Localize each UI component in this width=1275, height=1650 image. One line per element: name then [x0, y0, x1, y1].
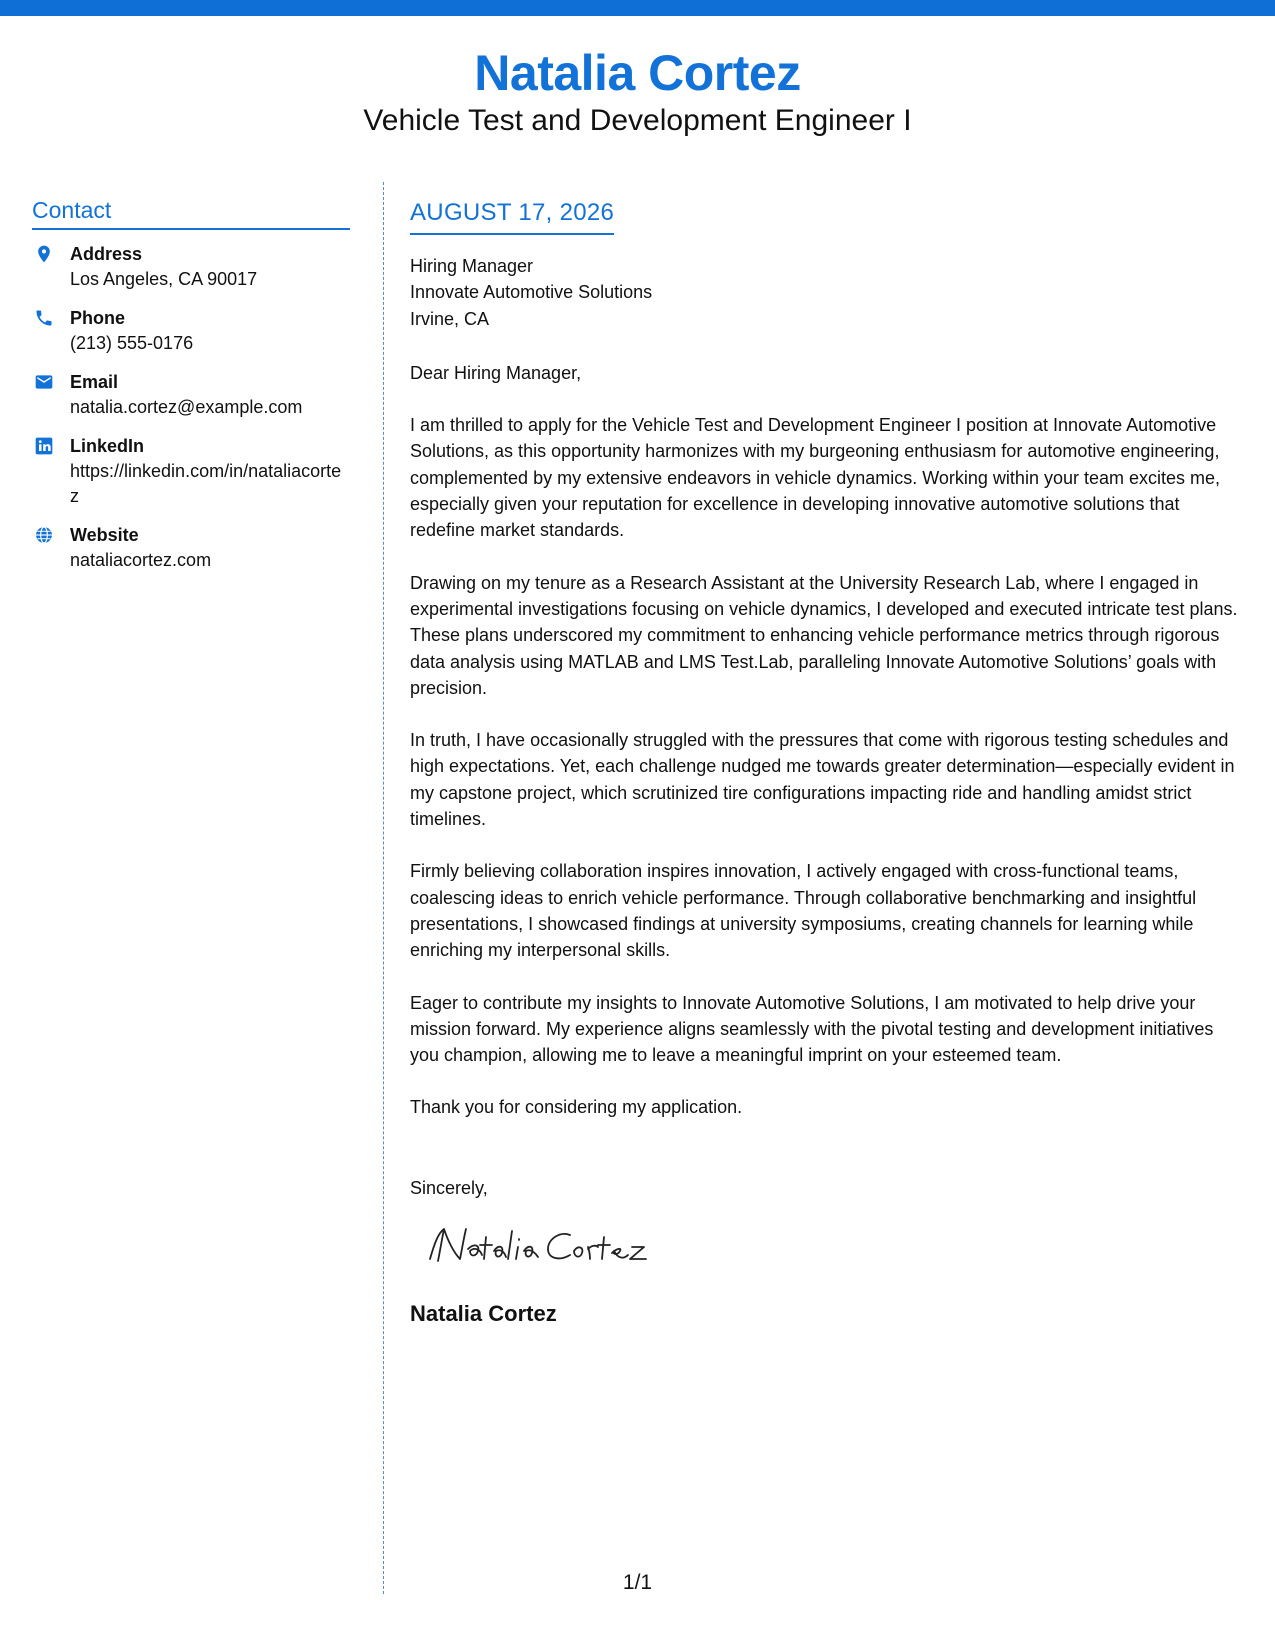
location-pin-icon — [34, 244, 54, 264]
phone-icon — [34, 308, 54, 328]
body-paragraph: I am thrilled to apply for the Vehicle Test and Development Engineer I position at Innovate Automotive Solutions, as this opportunity harmonizes with my burgeoning enthusiasm for automotive engineering, complemented by my extensive endeavors in vehicle dynamics. Working within your team excites me, especially given your reputation for excellence in developing innovative automotive solutions that redefine market standards. — [410, 415, 1221, 541]
closing: Sincerely, — [410, 1177, 488, 1198]
envelope-icon — [34, 372, 54, 392]
contact-label: LinkedIn — [70, 436, 145, 456]
letter-header — [0, 40, 1275, 138]
body-paragraph: In truth, I have occasionally struggled with the pressures that come with rigorous testing schedules and high expectations. Yet, each challenge nudged me towards greater determination—especially evident in my capstone project, which scrutinized tire configurations impacting ride and handling amidst strict timelines. — [410, 730, 1235, 830]
body-paragraph: Eager to contribute my insights to Innovate Automotive Solutions, I am motivated to help drive your mission forward. My experience aligns seamlessly with the pivotal testing and development initiatives you champion, allowing me to leave a meaningful imprint on your esteemed team. — [410, 992, 1214, 1066]
recipient-line: Innovate Automotive Solutions — [410, 282, 653, 303]
job-title: Vehicle Test and Development Engineer I — [363, 104, 912, 137]
website-link[interactable]: nataliacortez.com — [70, 550, 212, 570]
phone-value[interactable]: (213) 555-0176 — [70, 333, 194, 353]
globe-icon — [34, 525, 54, 545]
thank-you-line: Thank you for considering my application. — [410, 1097, 743, 1118]
column-divider — [383, 182, 384, 1594]
body-paragraph: Drawing on my tenure as a Research Assistant at the University Research Lab, where I engaged in experimental investigations focusing on vehicle dynamics, I developed and executed intricate test plans. These plans underscored my commitment to enhancing vehicle performance metrics through rigorous data analysis using MATLAB and LMS Test.Lab, paralleling Innovate Automotive Solutions’ goals with precision. — [410, 572, 1238, 698]
letter-date: AUGUST 17, 2026 — [410, 197, 614, 235]
linkedin-link[interactable]: https://linkedin.com/in/nataliacortez — [70, 461, 342, 506]
applicant-name: Natalia Cortez — [474, 45, 801, 101]
contact-item-email — [32, 370, 350, 420]
recipient-block — [410, 253, 1245, 332]
signer-name: Natalia Cortez — [410, 1300, 557, 1326]
contact-item-linkedin — [32, 434, 350, 509]
contact-label: Phone — [70, 308, 126, 328]
top-accent-bar — [0, 0, 1275, 16]
contact-label: Address — [70, 244, 143, 264]
contact-item-website — [32, 523, 350, 573]
email-link[interactable]: natalia.cortez@example.com — [70, 397, 303, 417]
contact-item-address — [32, 242, 350, 292]
contact-item-phone — [32, 306, 350, 356]
recipient-line: Hiring Manager — [410, 256, 534, 276]
contact-sidebar — [32, 194, 350, 587]
contact-list — [32, 242, 350, 573]
page-number: 1/1 — [622, 1571, 653, 1594]
contact-label: Email — [70, 372, 119, 392]
salutation: Dear Hiring Manager, — [410, 362, 582, 383]
body-paragraph: Firmly believing collaboration inspires innovation, I actively engaged with cross-functional teams, coalescing ideas to enrich vehicle performance. Through collaborative benchmarking and insightful presentations, I showcased findings at university symposiums, creating channels for learning while enriching my interpersonal skills. — [410, 861, 1197, 961]
contact-heading: Contact — [32, 194, 350, 230]
letter-body — [410, 197, 1245, 1328]
contact-label: Website — [70, 525, 139, 545]
handwritten-signature — [424, 1219, 664, 1275]
address-value: Los Angeles, CA 90017 — [70, 269, 258, 289]
linkedin-icon — [34, 436, 54, 456]
recipient-line: Irvine, CA — [410, 308, 490, 329]
